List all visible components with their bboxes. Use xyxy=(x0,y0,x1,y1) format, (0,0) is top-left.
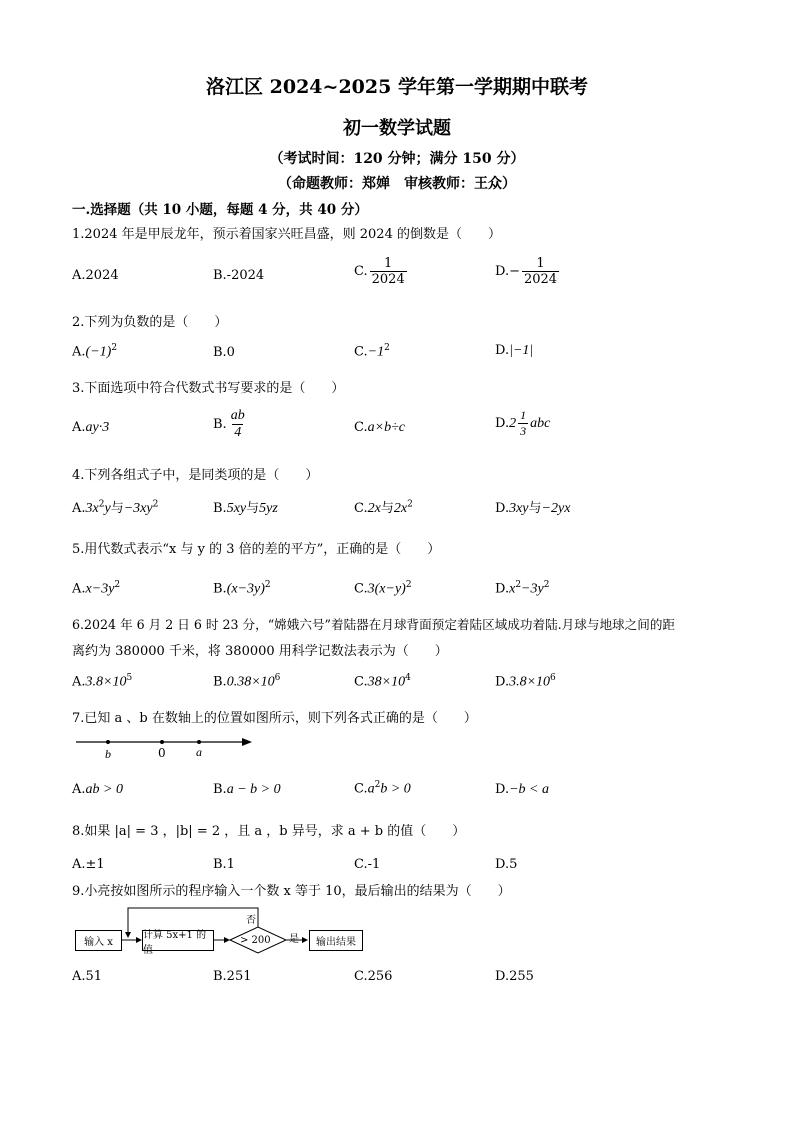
number-line-label-b: b xyxy=(105,747,111,761)
q5-d-label: D. xyxy=(495,581,510,597)
q5-d-e1: 2 xyxy=(515,580,522,590)
q3-d-label: D. xyxy=(495,416,510,431)
q5-option-b xyxy=(213,580,271,597)
q1-option-a: A.2024 xyxy=(72,268,119,283)
q1-option-c xyxy=(354,256,409,287)
section-heading: 一.选择题（共 10 小题，每题 4 分，共 40 分） xyxy=(72,202,368,218)
q4-a-label: A. xyxy=(72,501,86,516)
q6-option-c xyxy=(354,673,411,690)
q7-option-a xyxy=(72,782,123,798)
q3-c-label: C. xyxy=(354,420,368,435)
q6-option-d xyxy=(495,673,556,690)
teacher-info: （命题教师：郑婵 审核教师：王众） xyxy=(278,176,516,192)
q7-b-label: B. xyxy=(213,782,227,797)
q5-a-label: A. xyxy=(72,581,86,597)
q2-d-expr: |−1| xyxy=(509,343,534,358)
q5-option-c xyxy=(354,580,412,597)
q5-c-label: C. xyxy=(354,581,368,597)
q6-stem-line1: 6.2024 年 6 月 2 日 6 时 23 分，“嫦娥六号”着陆器在月球背面预定着陆区域成功着陆.月球与地球之间的距 xyxy=(72,617,676,632)
q3-b-label: B. xyxy=(213,417,227,432)
q4-a-mid: 与 xyxy=(110,501,124,516)
q6-d-p: 3.8×10 xyxy=(509,674,551,690)
q4-option-d xyxy=(495,497,570,517)
q7-option-b xyxy=(213,782,281,798)
q5-c-e: 2 xyxy=(405,580,412,590)
point-b xyxy=(106,740,110,744)
q9-option-a: A.51 xyxy=(72,969,103,984)
q2-a-exp: 2 xyxy=(111,343,118,353)
q2-c-base: −1 xyxy=(367,344,385,360)
q6-b-p: 0.38×10 xyxy=(226,674,275,690)
q4-a-p1: 3x xyxy=(85,501,99,516)
q3-stem: 3.下面选项中符合代数式书写要求的是（ ） xyxy=(72,381,345,396)
q3-d-whole: 2 xyxy=(509,415,517,431)
q6-b-e: 6 xyxy=(274,673,281,683)
number-line xyxy=(72,732,262,764)
flow-output-label: 输出结果 xyxy=(316,937,356,948)
q7-option-c xyxy=(354,780,411,797)
q4-c-label: C. xyxy=(354,501,368,516)
flow-input-label: 输入 x xyxy=(84,937,113,948)
q8-stem: 8.如果 |a| = 3 ，|b| = 2 ，且 a ，b 异号，求 a + b 的值（ ） xyxy=(72,824,466,839)
q7-c-label: C. xyxy=(354,781,368,797)
q5-d-p2: −3y xyxy=(521,581,544,597)
q1-c-den: 2024 xyxy=(371,272,405,287)
q5-d-p1: x xyxy=(509,581,516,597)
arrow-right-icon xyxy=(242,738,252,746)
q3-d-expr: abc xyxy=(530,415,551,431)
exam-title: 洛江区 2024~2025 学年第一学期期中联考 xyxy=(206,76,588,98)
q5-b-p: (x−3y) xyxy=(226,581,265,597)
q6-c-p: 38×10 xyxy=(367,674,406,690)
q8-option-d: D.5 xyxy=(495,857,518,872)
q2-option-c xyxy=(354,343,390,360)
subject-title: 初一数学试题 xyxy=(343,118,451,139)
q2-a-base: (−1) xyxy=(85,344,112,360)
q1-stem: 1.2024 年是甲辰龙年，预示着国家兴旺昌盛，则 2024 的倒数是（ ） xyxy=(72,227,501,242)
q9-option-b: B.251 xyxy=(213,969,252,984)
q4-c-p2: 2x xyxy=(393,501,408,516)
point-zero xyxy=(160,740,164,744)
q5-option-d xyxy=(495,580,549,597)
q3-option-a xyxy=(72,420,109,436)
q6-option-b xyxy=(213,673,280,690)
q4-d-mid: 与 xyxy=(528,501,542,516)
q2-option-b: B.0 xyxy=(213,345,235,360)
q4-a-e2: 2 xyxy=(152,499,159,510)
q3-d-num: 1 xyxy=(520,408,527,422)
q6-c-label: C. xyxy=(354,674,368,690)
q5-stem: 5.用代数式表示“x 与 y 的 3 倍的差的平方”，正确的是（ ） xyxy=(72,542,441,557)
q3-d-den: 3 xyxy=(520,424,527,438)
q7-c-e: 2 xyxy=(374,780,381,790)
q6-a-e: 5 xyxy=(126,673,133,683)
q2-option-a xyxy=(72,343,117,360)
q4-b-label: B. xyxy=(213,501,227,516)
q9-option-d: D.255 xyxy=(495,969,534,984)
flow-calc-label: 计算 5x+1 的值 xyxy=(143,929,207,956)
q4-b-p2: 5yz xyxy=(259,501,278,516)
q3-c-expr: a×b÷c xyxy=(367,420,405,435)
q1-option-d xyxy=(495,256,561,287)
flow-condition-label: > 200 xyxy=(240,935,271,946)
q1-option-b: B.-2024 xyxy=(213,268,265,283)
q6-option-a xyxy=(72,673,132,690)
q1-d-num: 1 xyxy=(536,256,545,271)
flow-output-box xyxy=(309,930,363,951)
point-a xyxy=(197,740,201,744)
q2-a-label: A. xyxy=(72,344,86,360)
q5-d-e2: 2 xyxy=(543,580,550,590)
flow-input-box xyxy=(75,930,122,951)
exam-info: （考试时间：120 分钟；满分 150 分） xyxy=(269,151,525,167)
q8-option-c: C.-1 xyxy=(354,857,381,872)
q2-option-d xyxy=(495,343,533,359)
q7-c-p1: a xyxy=(367,781,375,797)
q6-d-e: 6 xyxy=(550,673,556,683)
q4-d-label: D. xyxy=(495,501,510,516)
q2-c-label: C. xyxy=(354,344,368,360)
q7-c-p2: b > 0 xyxy=(380,781,411,797)
q9-option-c: C.256 xyxy=(354,969,393,984)
flow-no-label: 否 xyxy=(246,915,256,926)
q1-c-num: 1 xyxy=(384,256,393,271)
q7-d-label: D. xyxy=(495,782,510,797)
q5-option-a xyxy=(72,580,120,597)
q7-a-expr: ab > 0 xyxy=(85,782,123,797)
q4-option-b xyxy=(213,497,278,517)
q5-a-p: x−3y xyxy=(85,581,115,597)
q7-stem: 7.已知 a 、b 在数轴上的位置如图所示，则下列各式正确的是（ ） xyxy=(72,711,477,726)
q8-option-a: A.±1 xyxy=(72,857,105,872)
q7-d-expr: −b < a xyxy=(509,782,549,797)
q5-a-e: 2 xyxy=(114,580,121,590)
q7-option-d xyxy=(495,782,549,798)
q3-a-expr: ay·3 xyxy=(85,420,110,435)
q1-c-label: C. xyxy=(354,264,368,279)
q4-c-mid: 与 xyxy=(380,501,394,516)
q6-stem-line2: 离约为 380000 千米，将 380000 用科学记数法表示为（ ） xyxy=(72,644,448,659)
q4-b-mid: 与 xyxy=(246,501,260,516)
q2-c-exp: 2 xyxy=(384,343,390,353)
flow-calc-box xyxy=(142,929,214,956)
q5-c-p: 3(x−y) xyxy=(367,581,406,597)
q6-a-label: A. xyxy=(72,674,86,690)
q4-a-p2: y xyxy=(104,501,111,516)
q4-c-p1: 2x xyxy=(367,501,381,516)
q4-c-e: 2 xyxy=(407,499,413,510)
q3-b-num: ab xyxy=(230,408,245,423)
q7-a-label: A. xyxy=(72,782,86,797)
q6-d-label: D. xyxy=(495,674,510,690)
q4-option-a xyxy=(72,497,158,517)
q4-stem: 4.下列各组式子中，是同类项的是（ ） xyxy=(72,468,319,483)
q3-option-c xyxy=(354,420,405,436)
q5-b-e: 2 xyxy=(264,580,271,590)
number-line-label-a: a xyxy=(196,745,202,759)
q1-d-label: D.− xyxy=(495,264,520,279)
q8-option-b: B.1 xyxy=(213,857,235,872)
q9-stem: 9.小亮按如图所示的程序输入一个数 x 等于 10，最后输出的结果为（ ） xyxy=(72,884,511,899)
q3-a-label: A. xyxy=(72,420,86,435)
q4-option-c xyxy=(354,497,413,517)
q4-a-p3: −3xy xyxy=(123,501,153,516)
q4-d-p2: −2yx xyxy=(541,501,571,516)
q6-a-p: 3.8×10 xyxy=(85,674,127,690)
q3-option-d xyxy=(495,408,550,439)
q4-a-e1: 2 xyxy=(98,499,105,510)
q4-d-p1: 3xy xyxy=(509,501,529,516)
q4-b-p1: 5xy xyxy=(226,501,247,516)
q6-b-label: B. xyxy=(213,674,227,690)
q2-stem: 2.下列为负数的是（ ） xyxy=(72,315,228,330)
q6-c-e: 4 xyxy=(405,673,411,683)
q1-d-den: 2024 xyxy=(523,272,558,287)
q5-b-label: B. xyxy=(213,581,227,597)
q3-b-den: 4 xyxy=(234,425,242,440)
q3-option-b xyxy=(213,408,249,441)
q2-d-label: D. xyxy=(495,343,510,358)
number-line-label-zero: 0 xyxy=(158,746,166,760)
flow-yes-label: 是 xyxy=(289,934,299,945)
q7-b-expr: a − b > 0 xyxy=(226,782,281,797)
